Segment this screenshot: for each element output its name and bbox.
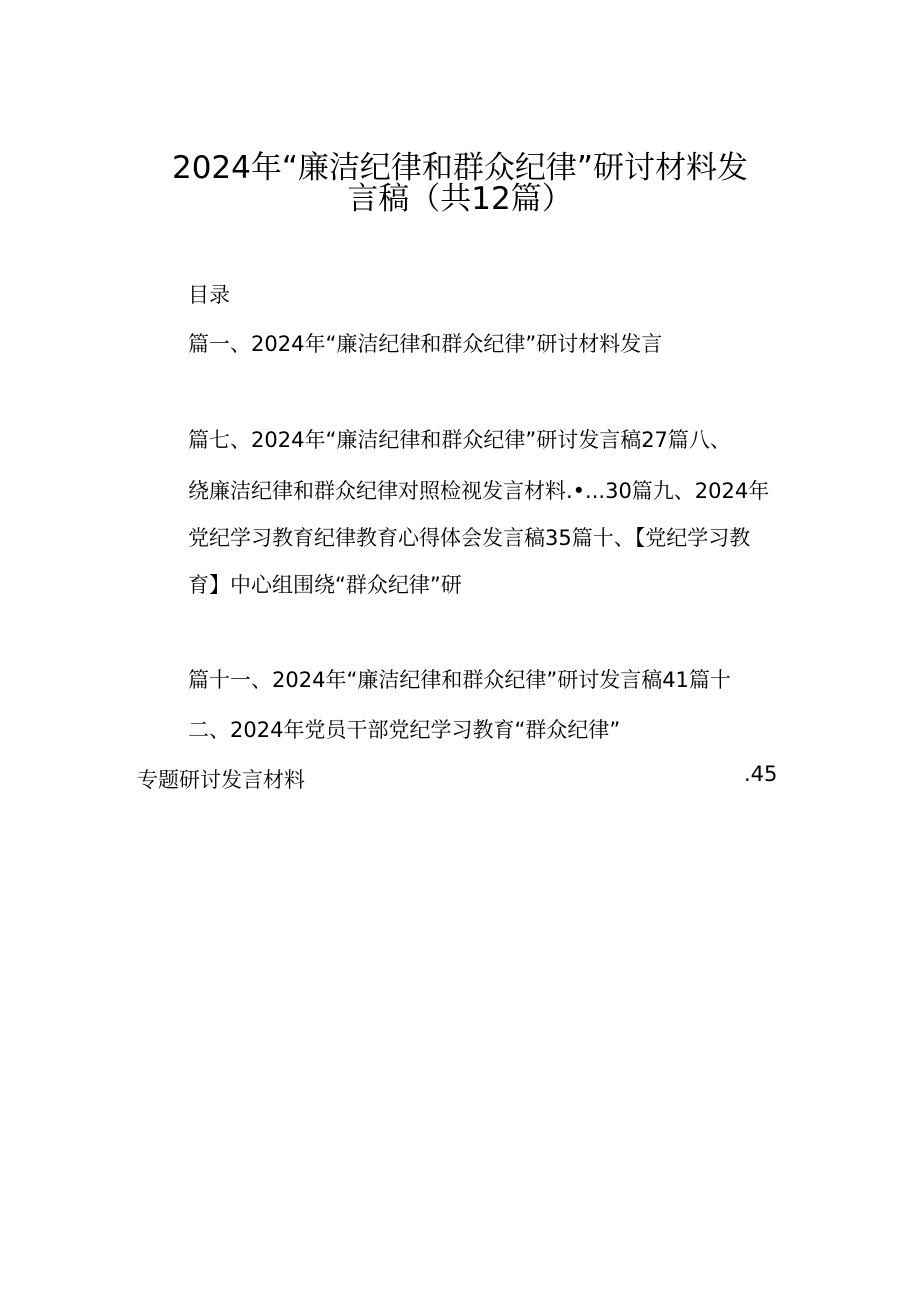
- toc-entry-1: 篇一、2024年“廉洁纪律和群众纪律”研讨材料发言: [188, 332, 663, 356]
- toc-entry-7: 二、2024年党员干部党纪学习教育“群众纪律”: [188, 718, 621, 742]
- toc-entry-5: 育】中心组围绕“群众纪律”研: [188, 573, 462, 597]
- toc-entry-4: 党纪学习教育纪律教育心得体会发言稿35篇十、【党纪学习教: [188, 526, 751, 550]
- toc-heading: 目录: [188, 283, 230, 307]
- toc-entry-2: 篇七、2024年“廉洁纪律和群众纪律”研讨发言稿27篇八、: [188, 428, 731, 452]
- toc-entry-8: 专题研讨发言材料: [137, 768, 305, 792]
- document-title-line-1: 2024年“廉洁纪律和群众纪律”研讨材料发: [171, 150, 748, 186]
- toc-page-number: .45: [744, 762, 778, 786]
- toc-entry-6: 篇十一、2024年“廉洁纪律和群众纪律”研讨发言稿41篇十: [188, 668, 731, 692]
- document-title-line-2: 言稿（共12篇）: [347, 181, 573, 217]
- toc-entry-3: 绕廉洁纪律和群众纪律对照检视发言材料.•...30篇九、2024年: [188, 479, 770, 503]
